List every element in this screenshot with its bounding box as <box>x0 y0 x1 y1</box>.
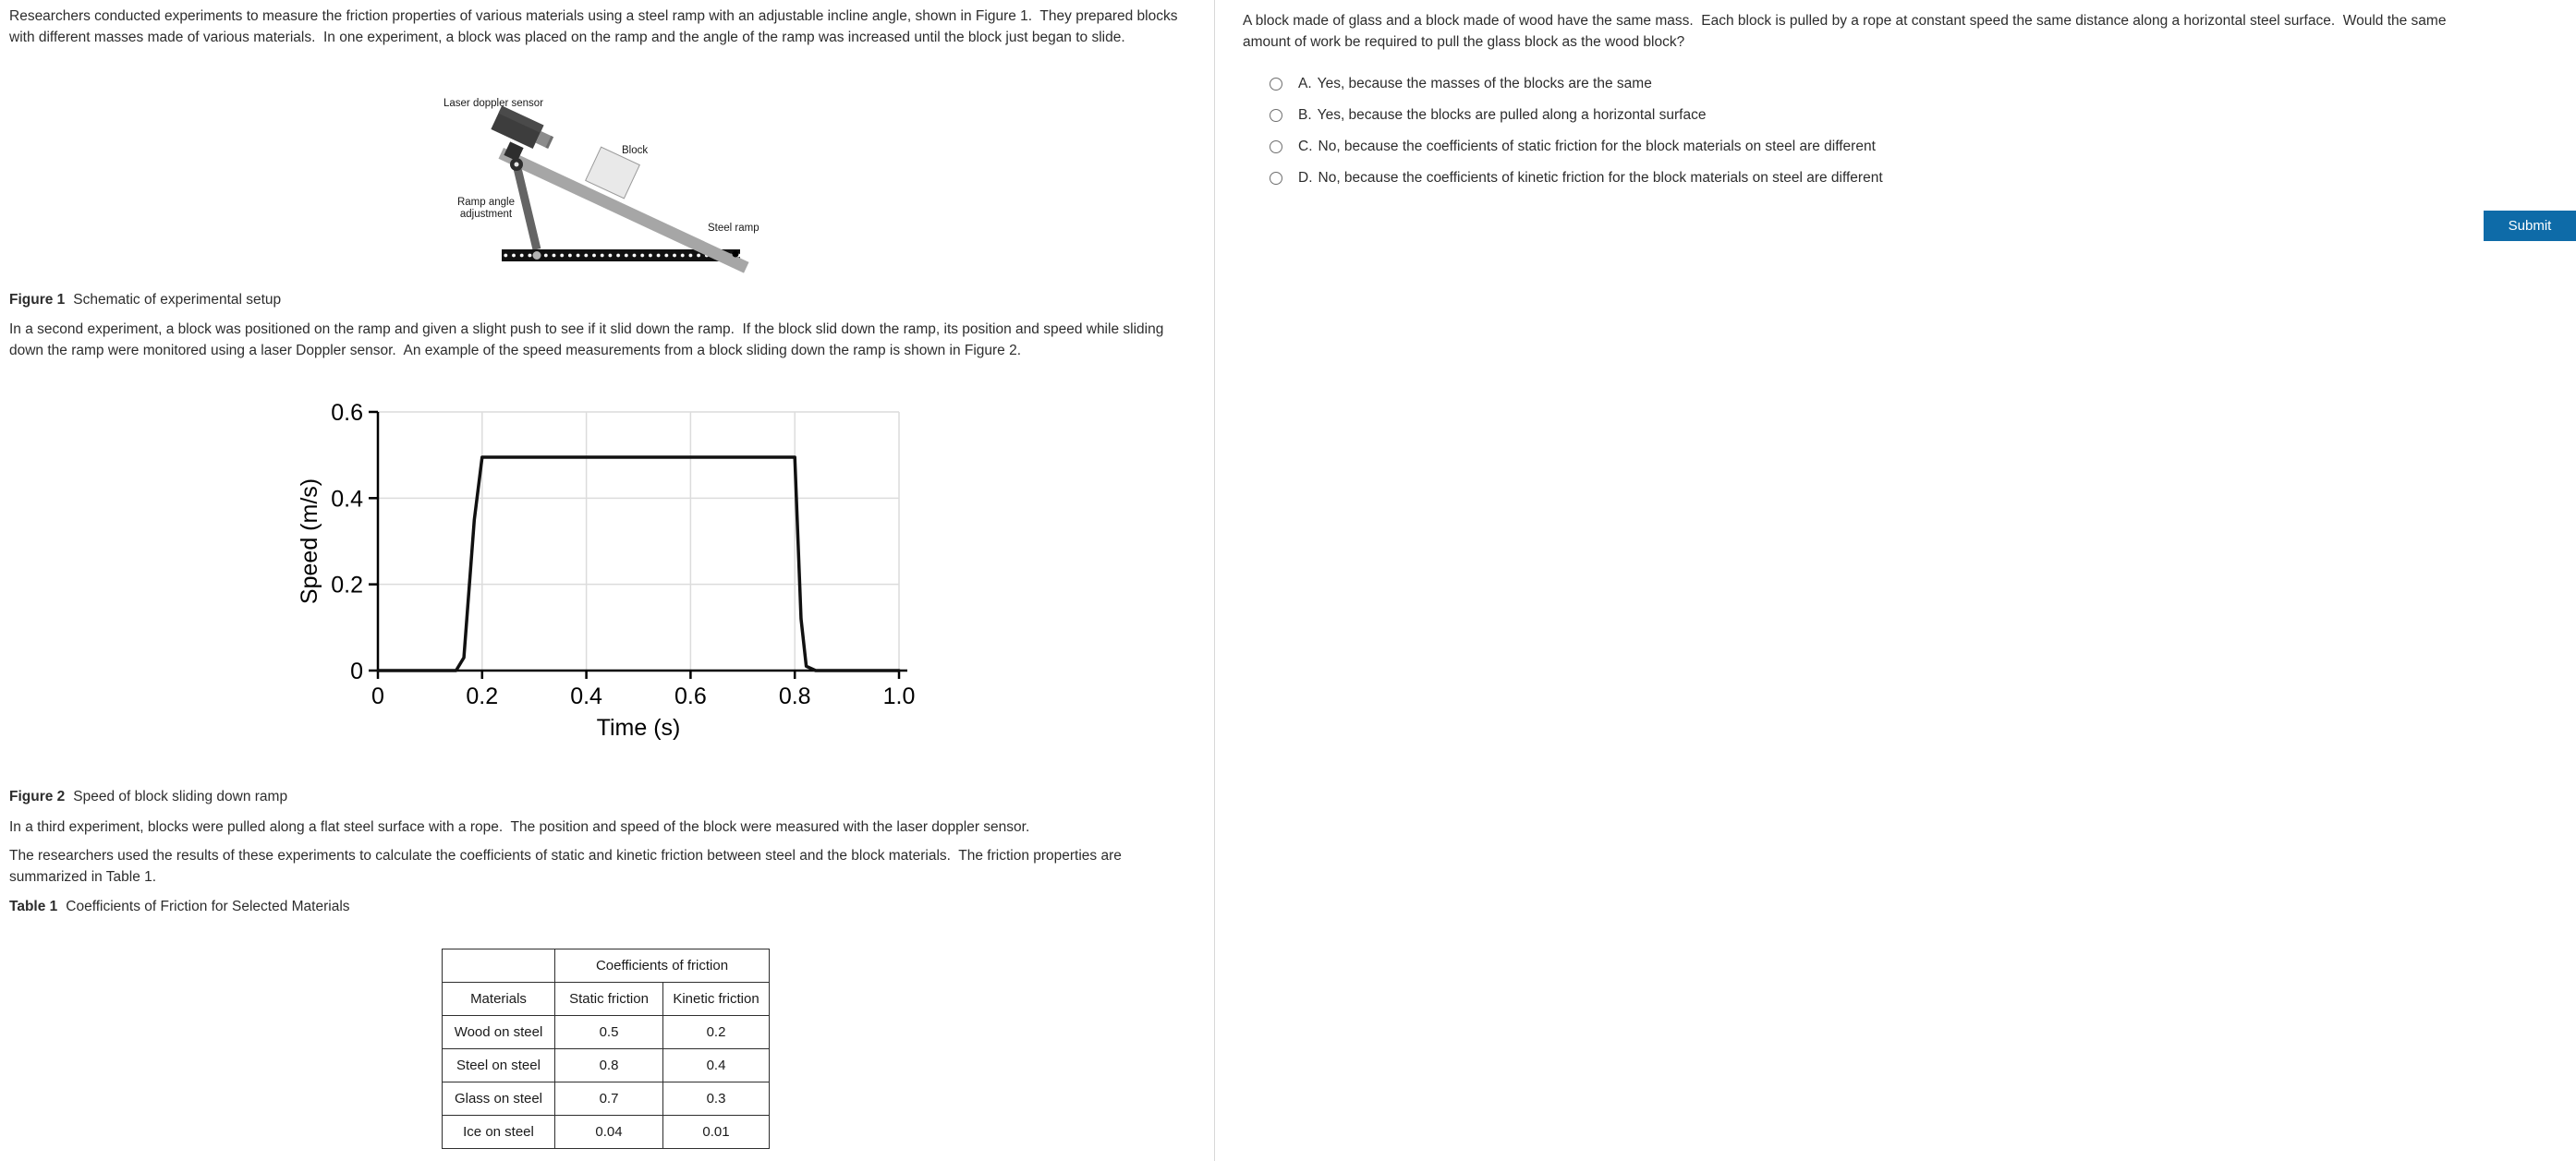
passage-paragraph-3: In a third experiment, blocks were pulled along a flat steel surface with a rope. The position and speed of the block were measured with the laser doppler sensor. <box>9 819 1030 835</box>
option-a-text: Yes, because the masses of the blocks are the same <box>1317 76 1652 91</box>
figure1-diagram <box>425 91 850 271</box>
table-header-materials: Materials <box>443 983 555 1016</box>
table-cell-kinetic: 0.3 <box>663 1082 770 1116</box>
svg-text:0.6: 0.6 <box>331 399 363 426</box>
figure1-caption-text: Schematic of experimental setup <box>73 292 282 308</box>
submit-button[interactable]: Submit <box>2484 211 2576 241</box>
table1-caption-label: Table 1 <box>9 899 58 914</box>
radio-button-a[interactable] <box>1270 78 1282 91</box>
svg-text:0: 0 <box>350 659 363 684</box>
figure1-caption-label: Figure 1 <box>9 292 66 308</box>
table-row <box>443 949 770 983</box>
answer-options <box>1270 68 2424 194</box>
option-a[interactable] <box>1270 68 2424 100</box>
table-group-header: Coefficients of friction <box>555 949 770 983</box>
figure2-caption-text: Speed of block sliding down ramp <box>73 789 288 804</box>
table-cell-kinetic: 0.2 <box>663 1016 770 1049</box>
option-d-letter: D. <box>1298 170 1313 186</box>
ramp-angle-strut <box>516 164 537 249</box>
svg-text:0: 0 <box>371 683 384 709</box>
svg-text:0.6: 0.6 <box>674 683 707 709</box>
table-row <box>443 1082 770 1116</box>
table-cell-kinetic: 0.4 <box>663 1049 770 1082</box>
table1-caption <box>9 896 350 917</box>
svg-text:1.0: 1.0 <box>882 683 916 709</box>
label-block: Block <box>622 145 649 156</box>
table-cell-material: Steel on steel <box>443 1049 555 1082</box>
svg-text:0.4: 0.4 <box>331 486 363 513</box>
table-cell-material: Ice on steel <box>443 1116 555 1149</box>
label-ramp-angle-line2: adjustment <box>459 209 513 220</box>
hinge-hole <box>515 163 519 167</box>
label-ramp-angle-line1: Ramp angle <box>456 197 516 208</box>
table-row <box>443 1116 770 1149</box>
option-c-text: No, because the coefficients of static friction for the block materials on steel are different <box>1318 139 1876 154</box>
table-cell-static: 0.5 <box>555 1016 663 1049</box>
option-c-letter: C. <box>1298 139 1313 154</box>
table-header-kinetic: Kinetic friction <box>663 983 770 1016</box>
table-row <box>443 1016 770 1049</box>
question-pane <box>1215 0 2552 1161</box>
table-cell-kinetic: 0.01 <box>663 1116 770 1149</box>
svg-text:0.2: 0.2 <box>331 572 363 599</box>
question-text: A block made of glass and a block made of wood have the same mass. Each block is pulled by a rope at constant speed the same distance along a horizontal steel surface. Would the same amount of work be required to pull the glass block as the wood block? <box>1243 13 2450 50</box>
figure2-caption <box>9 786 287 807</box>
laser-sensor-shape <box>491 106 556 155</box>
figure2-caption-label: Figure 2 <box>9 789 66 804</box>
table-cell-material: Glass on steel <box>443 1082 555 1116</box>
option-d-text: No, because the coefficients of kinetic friction for the block materials on steel are different <box>1318 170 1883 186</box>
svg-text:0.2: 0.2 <box>466 683 499 709</box>
svg-text:0.4: 0.4 <box>570 683 602 709</box>
table-cell-static: 0.04 <box>555 1116 663 1149</box>
passage-paragraph-4: The researchers used the results of these experiments to calculate the coefficients of static and kinetic friction between steel and the block materials. The friction properties are summarized in Table 1. <box>9 848 1126 885</box>
table1-caption-text: Coefficients of Friction for Selected Materials <box>66 899 350 914</box>
option-c[interactable] <box>1270 131 2424 163</box>
x-axis-label: Time (s) <box>596 715 681 741</box>
option-b-text: Yes, because the blocks are pulled along a horizontal surface <box>1317 107 1707 123</box>
table-header-static: Static friction <box>555 983 663 1016</box>
radio-button-c[interactable] <box>1270 140 1282 153</box>
radio-button-d[interactable] <box>1270 172 1282 185</box>
passage-paragraph-1: Researchers conducted experiments to measure the friction properties of various materials using a steel ramp with an adjustable incline angle, shown in Figure 1. They prepared blocks with different masses made of various materials. In one experiment, a block was placed on the ramp and the angle of the ramp was increased until the block just began to slide. <box>9 8 1182 45</box>
label-steel-ramp: Steel ramp <box>708 223 759 234</box>
table-cell-static: 0.8 <box>555 1049 663 1082</box>
table-cell-material: Wood on steel <box>443 1016 555 1049</box>
option-a-letter: A. <box>1298 76 1312 91</box>
table-row <box>443 1049 770 1082</box>
label-laser-doppler-sensor: Laser doppler sensor <box>444 98 544 109</box>
strut-base-pin <box>533 251 541 260</box>
figure1-caption <box>9 289 281 310</box>
passage-pane <box>0 0 1214 1161</box>
y-axis-label: Speed (m/s) <box>297 478 322 605</box>
table-corner-cell <box>443 949 555 983</box>
option-b-letter: B. <box>1298 107 1312 123</box>
figure2-chart <box>249 393 933 757</box>
passage-paragraph-2: In a second experiment, a block was positioned on the ramp and given a slight push to see if it slid down the ramp. If the block slid down the ramp, its position and speed while sliding down the ramp were monitored using a laser Doppler sensor. An example of the speed measurements from a block sliding down the ramp is shown in Figure 2. <box>9 321 1168 358</box>
svg-text:0.8: 0.8 <box>778 683 811 709</box>
table-cell-static: 0.7 <box>555 1082 663 1116</box>
ramp-base-pivot <box>733 251 739 258</box>
option-b[interactable] <box>1270 100 2424 131</box>
radio-button-b[interactable] <box>1270 109 1282 122</box>
friction-coefficients-table <box>442 949 770 1149</box>
table-row <box>443 983 770 1016</box>
option-d[interactable] <box>1270 163 2424 194</box>
